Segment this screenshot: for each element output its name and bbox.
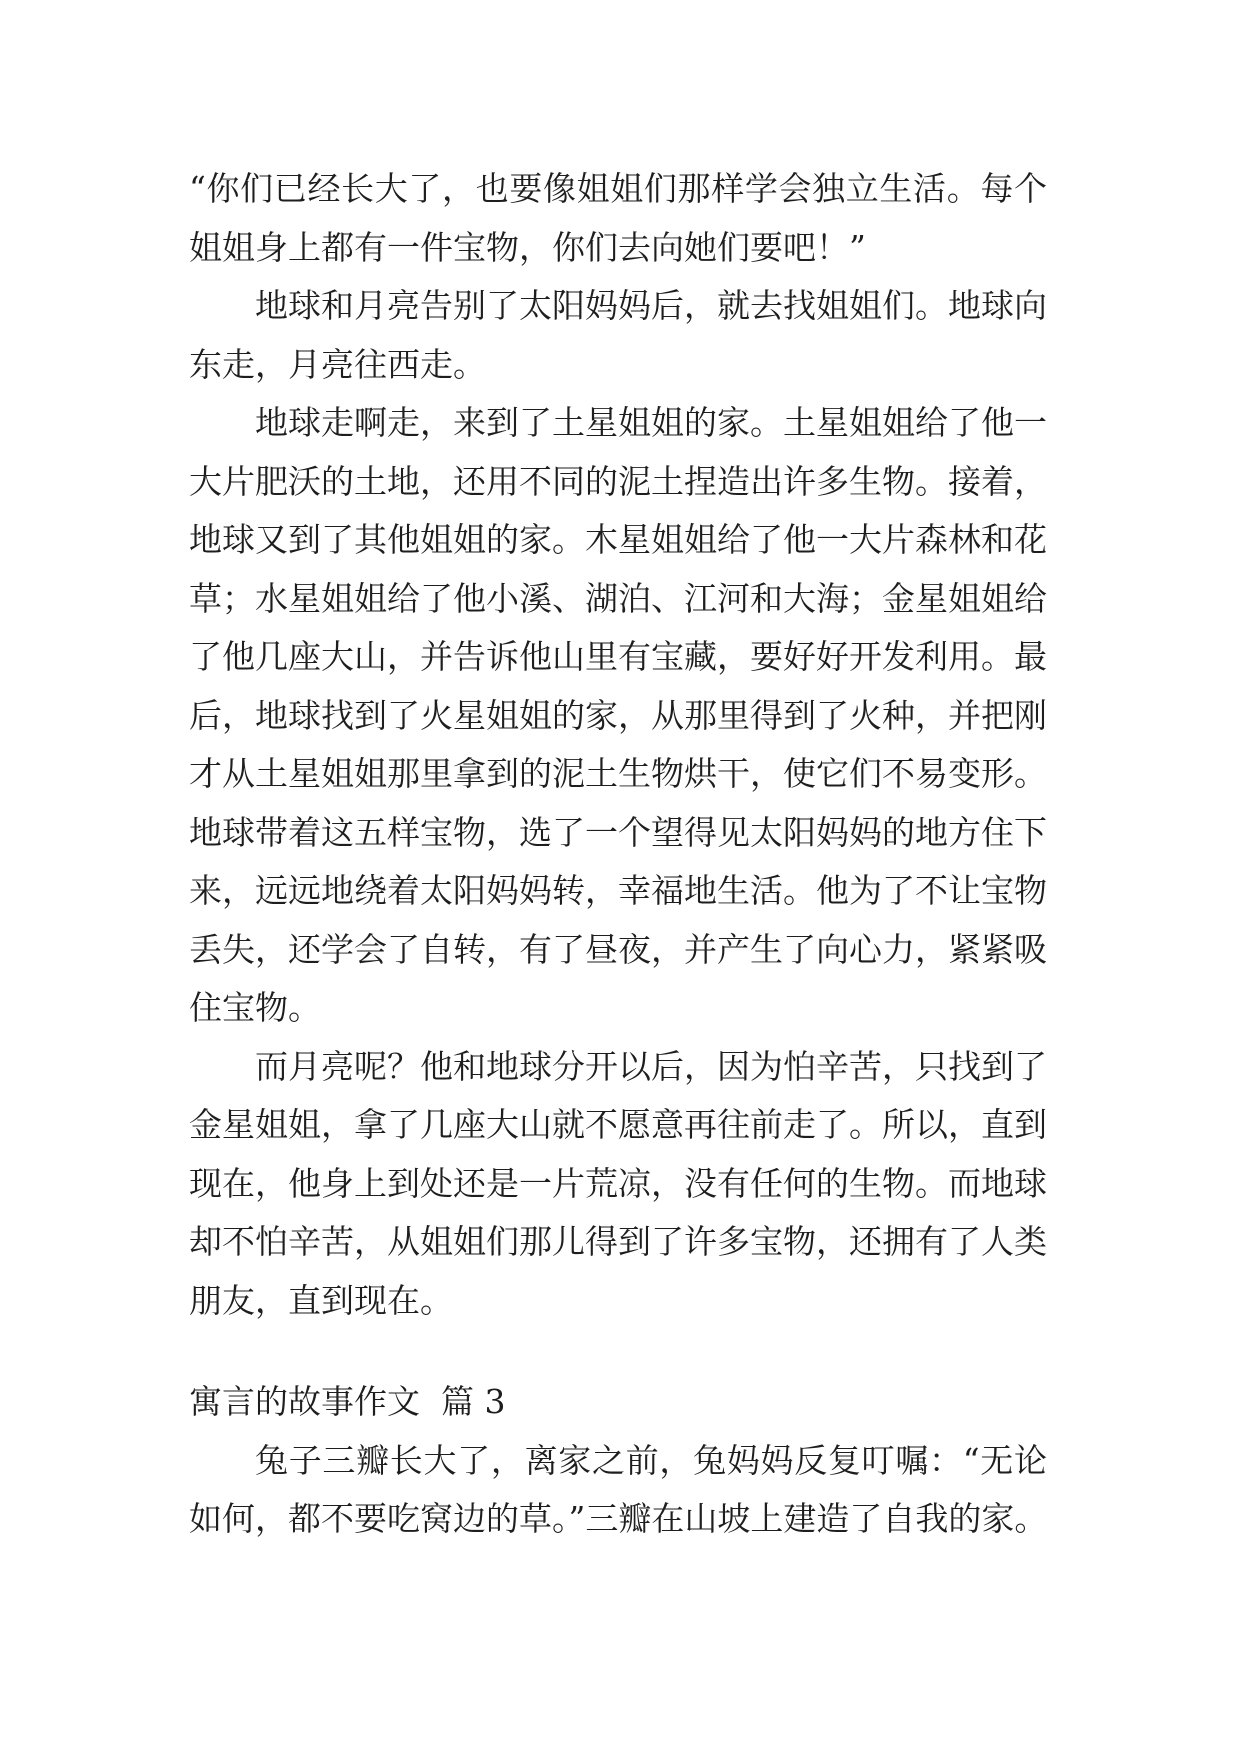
paragraph-line: 才从土星姐姐那里拿到的泥土生物烘干，使它们不易变形。 (189, 754, 1047, 793)
paragraph (189, 394, 1047, 1038)
paragraph-line: 后，地球找到了火星姐姐的家，从那里得到了火种，并把刚 (189, 695, 1047, 735)
paragraph-line: 大片肥沃的土地，还用不同的泥土捏造出许多生物。接着， (189, 461, 1047, 501)
paragraph-line: 如何，都不要吃窝边的草。”三瓣在山坡上建造了自我的家。 (189, 1499, 1048, 1538)
paragraph-line: 地球和月亮告别了太阳妈妈后，就去找姐姐们。地球向 (255, 286, 1047, 325)
paragraph-line: 地球带着这五样宝物，选了一个望得见太阳妈妈的地方住下 (189, 812, 1047, 852)
paragraph (189, 277, 1047, 394)
paragraph (189, 160, 1047, 277)
paragraph-line: 而月亮呢？他和地球分开以后，因为怕辛苦，只找到了 (255, 1046, 1047, 1086)
section-title: 寓言的故事作文 篇 3 (189, 1382, 506, 1421)
paragraph-line: 丢失，还学会了自转，有了昼夜，并产生了向心力，紧紧吸 (189, 929, 1047, 969)
paragraph-line: 地球走啊走，来到了土星姐姐的家。土星姐姐给了他一 (255, 403, 1047, 442)
paragraph-line: 兔子三瓣长大了，离家之前，兔妈妈反复叮嘱：“无论 (255, 1440, 1047, 1480)
paragraph-line: 住宝物。 (189, 988, 321, 1027)
paragraph-line: 地球又到了其他姐姐的家。木星姐姐给了他一大片森林和花 (189, 520, 1047, 559)
paragraph-line: 姐姐身上都有一件宝物，你们去向她们要吧！” (189, 227, 866, 267)
paragraph-line: 东走，月亮往西走。 (189, 344, 486, 384)
paragraph-line: “你们已经长大了，也要像姐姐们那样学会独立生活。每个 (189, 169, 1047, 208)
paragraph-line: 来，远远地绕着太阳妈妈转，幸福地生活。他为了不让宝物 (189, 871, 1047, 910)
paragraph-line: 了他几座大山，并告诉他山里有宝藏，要好好开发利用。最 (189, 637, 1047, 676)
paragraph-line: 现在，他身上到处还是一片荒凉，没有任何的生物。而地球 (189, 1163, 1047, 1203)
paragraph-line: 却不怕辛苦，从姐姐们那儿得到了许多宝物，还拥有了人类 (189, 1222, 1047, 1261)
paragraph (189, 1432, 1047, 1549)
document-page (189, 160, 1047, 1549)
paragraph-line: 草；水星姐姐给了他小溪、湖泊、江河和大海；金星姐姐给 (189, 578, 1047, 618)
paragraph-line: 金星姐姐，拿了几座大山就不愿意再往前走了。所以，直到 (189, 1105, 1047, 1144)
paragraph-line: 朋友，直到现在。 (189, 1280, 453, 1320)
paragraph (189, 1038, 1047, 1331)
